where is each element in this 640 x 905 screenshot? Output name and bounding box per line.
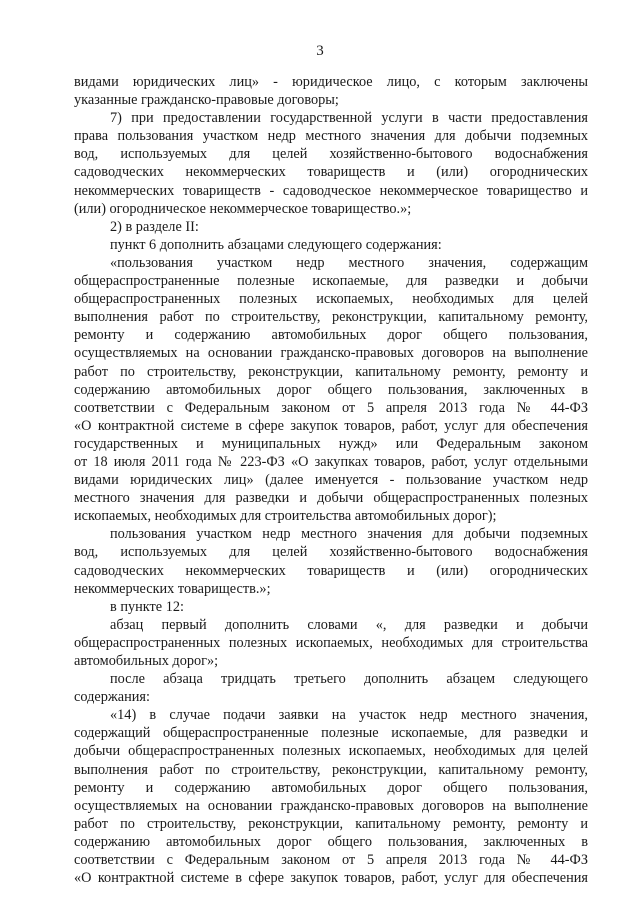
text-line: видами юридических лиц» - юридическое лицо, с которым заключены [74, 74, 588, 90]
text-line: «пользования участком недр местного значения, содержащим [110, 254, 588, 271]
paragraph [74, 598, 588, 616]
text-line: ископаемых, необходимых для строительства автомобильных дорог); [74, 508, 497, 525]
paragraph [74, 525, 588, 597]
text-line: указанные гражданско-правовые договоры; [74, 92, 339, 109]
text-line: видами юридических лиц» (далее именуется - пользование участком недр [74, 472, 588, 489]
text-line: садоводческих некоммерческих товариществ и (или) огороднических [74, 562, 588, 579]
text-line: пользования участком недр местного значения для добычи подземных [110, 526, 588, 543]
text-line: местного значения для разведки и добычи общераспространенных полезных [74, 490, 588, 507]
page-number: 3 [316, 43, 324, 59]
text-line: общераспространенных полезных ископаемых, необходимых для строительства [74, 634, 588, 651]
paragraph [74, 670, 588, 706]
paragraph [74, 218, 588, 236]
text-line: после абзаца тридцать третьего дополнить абзацем следующего [110, 671, 588, 688]
document-body [74, 73, 588, 887]
text-line: садоводческих некоммерческих товариществ и (или) огороднических [74, 164, 588, 181]
text-line: «О контрактной системе в сфере закупок товаров, работ, услуг для обеспечения [74, 870, 588, 887]
text-line: права пользования участком недр местного значения для добычи подземных [74, 128, 588, 145]
text-line: вод, используемых для целей хозяйственно-бытового водоснабжения [74, 544, 588, 561]
text-line: вод, используемых для целей хозяйственно-бытового водоснабжения [74, 146, 588, 163]
text-line: соответствии с Федеральным законом от 5 апреля 2013 года № 44-ФЗ [74, 399, 588, 416]
text-line: государственных и муниципальных нужд» или Федеральным законом [74, 435, 588, 452]
text-line: выполнения работ по строительству, реконструкции, капитальному ремонту, [74, 309, 588, 326]
text-line: содержания: [74, 689, 150, 706]
text-line: содержанию автомобильных дорог общего пользования, заключенных в [74, 381, 588, 398]
text-line: добычи общераспространенных полезных ископаемых, необходимых для целей [74, 743, 588, 760]
text-line: общераспространенных полезных ископаемых, необходимых для целей [74, 291, 588, 308]
text-line: некоммерческих товариществ - садоводческое некоммерческое товарищество и [74, 182, 588, 199]
text-line: ремонту и содержанию автомобильных дорог общего пользования, [74, 779, 588, 796]
text-line: абзац первый дополнить словами «, для разведки и добычи [110, 616, 588, 633]
paragraph [74, 254, 588, 525]
text-line: работ по строительству, реконструкции, капитальному ремонту, ремонту и [74, 363, 588, 380]
text-line: «О контрактной системе в сфере закупок товаров, работ, услуг для обеспечения [74, 417, 588, 434]
text-line: пункт 6 дополнить абзацами следующего содержания: [110, 236, 442, 253]
text-line: автомобильных дорог»; [74, 653, 219, 669]
text-line: «14) в случае подачи заявки на участок недр местного значения, [110, 707, 588, 724]
text-line: осуществляемых на основании гражданско-правовых договоров на выполнение [74, 345, 588, 362]
paragraph [74, 616, 588, 670]
paragraph [74, 109, 588, 218]
text-line: в пункте 12: [110, 598, 184, 615]
text-line: соответствии с Федеральным законом от 5 апреля 2013 года № 44-ФЗ [74, 852, 588, 869]
paragraph [74, 236, 588, 254]
text-line: общераспространенные полезные ископаемые, для разведки и добычи [74, 273, 588, 290]
paragraph [74, 73, 588, 109]
text-line: осуществляемых на основании гражданско-правовых договоров на выполнение [74, 797, 588, 814]
text-line: выполнения работ по строительству, реконструкции, капитальному ремонту, [74, 761, 588, 778]
text-line: ремонту и содержанию автомобильных дорог общего пользования, [74, 327, 588, 344]
text-line: содержанию автомобильных дорог общего пользования, заключенных в [74, 833, 588, 850]
text-line: 7) при предоставлении государственной услуги в части предоставления [110, 110, 588, 127]
text-line: некоммерческих товариществ.»; [74, 580, 271, 597]
text-line: от 18 июля 2011 года № 223-ФЗ «О закупках товаров, работ, услуг отдельными [74, 453, 588, 470]
text-line: 2) в разделе II: [110, 218, 199, 235]
paragraph [74, 706, 588, 887]
text-line: работ по строительству, реконструкции, капитальному ремонту, ремонту и [74, 815, 588, 832]
text-line: содержащий общераспространенные полезные ископаемые, для разведки и [74, 725, 588, 742]
text-line: (или) огородническое некоммерческое товарищество.»; [74, 200, 412, 217]
